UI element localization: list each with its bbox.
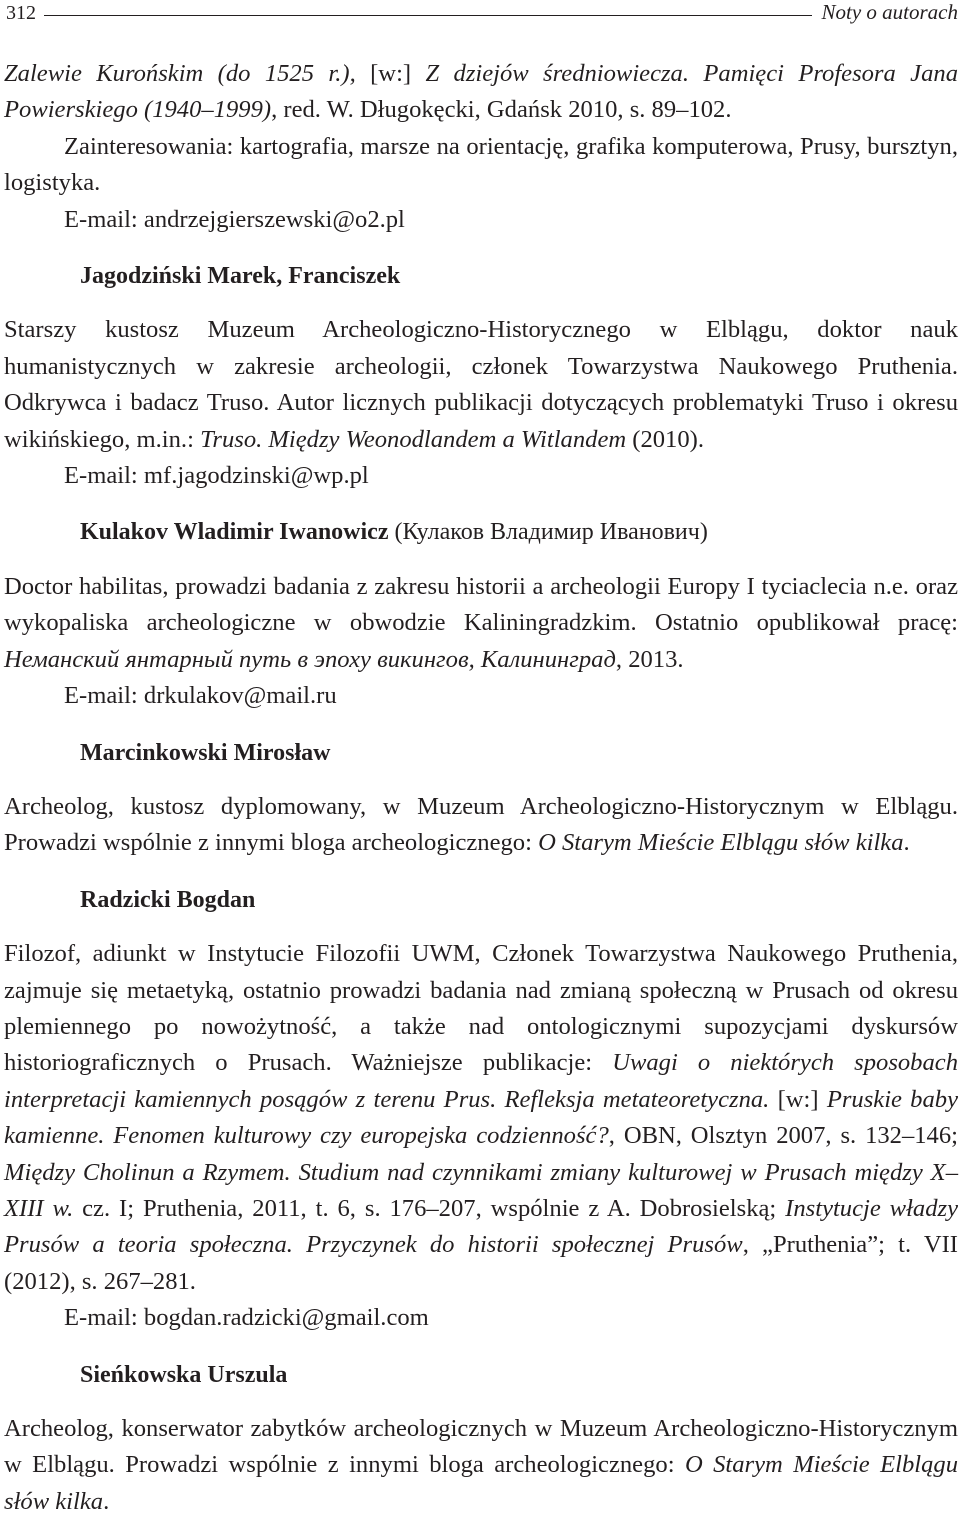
publication-title-fragment: Zalewie Kurońskim (do 1525 r.), bbox=[4, 60, 356, 87]
interests-paragraph: Zainteresowania: kartografia, marsze na orientację, grafika komputerowa, Prusy, bursztyn, logistyka. bbox=[4, 132, 958, 197]
author-bio bbox=[4, 936, 958, 1300]
page-header bbox=[4, 0, 958, 28]
author-name: Radzicki Bogdan bbox=[80, 886, 256, 913]
email-line: E-mail: bogdan.radzicki@gmail.com bbox=[64, 1304, 429, 1332]
blog-title: O Starym Mieście Elblągu słów kilka bbox=[538, 829, 904, 857]
page-number: 312 bbox=[6, 2, 36, 24]
text-span: , 2013. bbox=[615, 645, 684, 673]
publication-title: Truso. Między Weonodlandem a Witlandem bbox=[200, 425, 627, 453]
publication-title: Instytucje władzy Prusów a teoria społeczna. Przyczynek do historii społecznej Prusów bbox=[4, 1194, 959, 1259]
page-body bbox=[4, 56, 958, 1520]
author-bio bbox=[4, 789, 958, 862]
author-entry bbox=[4, 1357, 958, 1520]
author-bio bbox=[4, 569, 958, 678]
author-name: Sieńkowska Urszula bbox=[80, 1361, 288, 1388]
author-entry bbox=[4, 514, 958, 714]
text-span: Filozof, adiunkt w Instytucie Filozofii UWM, Członek Towarzystwa Naukowego Pruthenia, zajmuje się metaetyką, ostatnio prowadzi badania nad zmianą społeczną w Prusach od okresu plemiennego po nowożytność, a także nad ontologicznymi supozycjami dyskursów historiograficznych o Prusach. Ważniejsze publikacje: bbox=[4, 940, 958, 1077]
publication-title: Między Cholinun a Rzymem. Studium nad czynnikami zmiany kulturowej w Prusach między X–XIII w. bbox=[4, 1158, 958, 1222]
blog-title: O Starym Mieście Elblągu słów kilka bbox=[4, 1451, 958, 1515]
author-name-cyrillic: (Кулаков Владимир Иванович) bbox=[388, 519, 708, 546]
author-name bbox=[4, 514, 958, 550]
text-span: Doctor habilitas, prowadzi badania z zakresu historii a archeologii Europy I tyciaclecia n.e. oraz wykopaliska archeologiczne w obwodzie Kaliningradzkim. Ostatnio opublikował pracę: bbox=[4, 572, 958, 637]
publication-title: Uwagi o niektórych sposobach interpretacji kamiennych posągów z terenu Prus. Refleksja metateoretyczna. bbox=[4, 1049, 958, 1113]
author-bio bbox=[4, 312, 958, 458]
header-rule bbox=[44, 15, 812, 16]
publication-title: Pruskie baby kamienne. Fenomen kulturowy czy europejska codzienność? bbox=[4, 1085, 958, 1150]
email-line: E-mail: drkulakov@mail.ru bbox=[64, 682, 337, 710]
text-span: . bbox=[103, 1487, 110, 1515]
email-line: E-mail: mf.jagodzinski@wp.pl bbox=[64, 462, 369, 490]
publication-title: Неманский янтарный путь в эпоху викингов, Калининград bbox=[4, 645, 616, 673]
text-span: Starszy kustosz Muzeum Archeologiczno-Historycznego w Elblągu, doktor nauk humanistycznych w zakresie archeologii, członek Towarzystwa Naukowego Pruthenia. Odkrywca i badacz Truso. Autor licznych publikacji dotyczących problematyki Truso i okresu wikińskiego, m.in.: bbox=[4, 316, 958, 453]
text-span: Kulakov Wladimir Iwanowicz bbox=[80, 519, 389, 546]
text-span: , OBN, Olsztyn 2007, s. 132–146; bbox=[608, 1122, 958, 1150]
author-entry bbox=[4, 735, 958, 862]
entry-continued bbox=[4, 56, 958, 238]
publication-continued bbox=[4, 56, 958, 129]
author-entry bbox=[4, 882, 958, 1337]
author-name: Marcinkowski Mirosław bbox=[80, 739, 331, 766]
text-span: Archeolog, kustosz dyplomowany, w Muzeum Archeologiczno-Historycznym w Elblągu. Prowadzi wspólnie z innymi bloga archeologicznego: bbox=[4, 792, 958, 857]
text-span: [w:] bbox=[769, 1085, 827, 1113]
text-span: (2010). bbox=[626, 425, 704, 453]
text-span: cz. I; Pruthenia, 2011, t. 6, s. 176–207, wspólnie z A. Dobrosielską; bbox=[73, 1194, 786, 1222]
email-line: E-mail: andrzejgierszewski@o2.pl bbox=[64, 205, 405, 233]
text-span: , „Pruthenia”; t. VII (2012), s. 267–281. bbox=[4, 1231, 958, 1295]
text-span: . bbox=[903, 829, 910, 857]
text-span: , red. W. Długokęcki, Gdańsk 2010, s. 89–102. bbox=[271, 96, 732, 124]
author-name: Jagodziński Marek, Franciszek bbox=[80, 263, 401, 290]
publication-title: Z dziejów średniowiecza. Pamięci Profesora Jana Powierskiego (1940–1999) bbox=[4, 60, 958, 124]
author-entry bbox=[4, 258, 958, 494]
text-span: Archeolog, konserwator zabytków archeologicznych w Muzeum Archeologiczno-Historycznym w Elblągu. Prowadzi wspólnie z innymi bloga archeologicznego: bbox=[4, 1415, 958, 1479]
running-head: Noty o autorach bbox=[821, 0, 958, 24]
text-span: [w:] bbox=[355, 60, 426, 87]
